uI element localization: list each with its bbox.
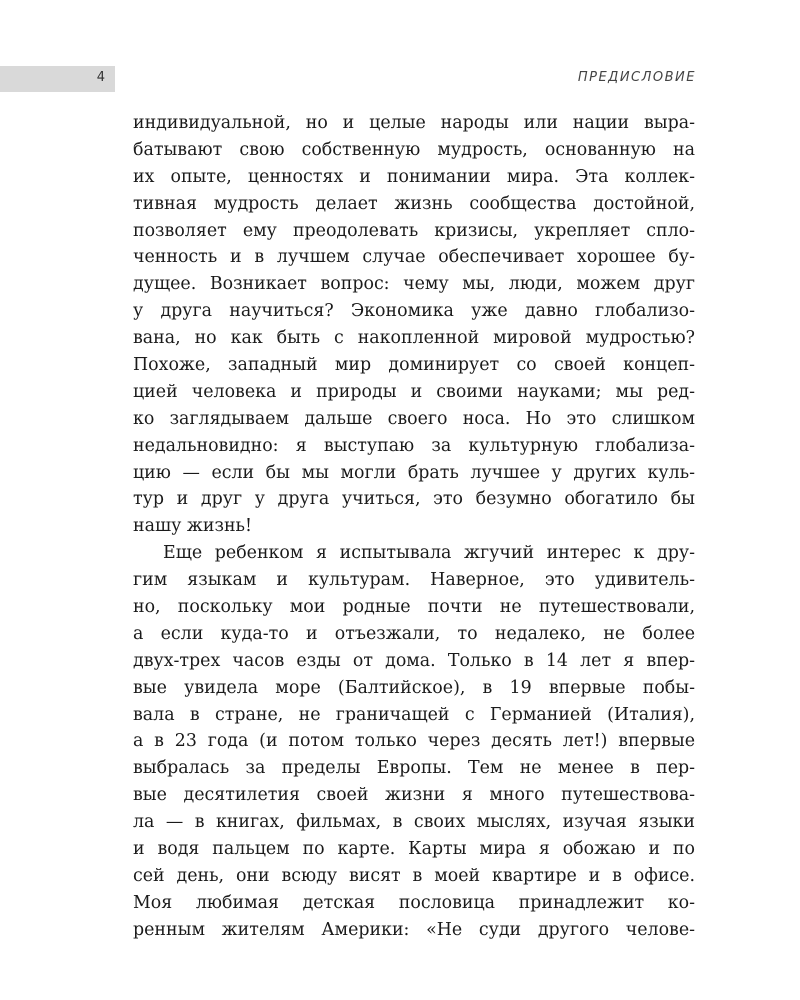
text-line: дущее. Возникает вопрос: чему мы, люди, можем друг — [133, 274, 695, 295]
text-line: нашу жизнь! — [133, 516, 253, 537]
text-line: цию — если бы мы могли брать лучшее у других куль- — [133, 462, 695, 483]
page-number: 4 — [96, 70, 105, 85]
text-line: их опыте, ценностях и понимании мира. Эта коллек- — [133, 166, 695, 187]
text-line: вые увидела море (Балтийское), в 19 впервые побы- — [133, 677, 695, 698]
body-text — [133, 110, 695, 944]
text-line: недальновидно: я выступаю за культурную глобализа- — [133, 435, 695, 456]
text-line: а в 23 года (и потом только через десять лет!) впервые — [133, 731, 695, 752]
text-line: тивная мудрость делает жизнь сообщества достойной, — [133, 193, 695, 214]
text-line: Еще ребенком я испытывала жгучий интерес к дру- — [163, 543, 695, 564]
text-line: вана, но как быть с накопленной мировой мудростью? — [133, 328, 695, 349]
text-line: вые десятилетия своей жизни я много путешествова- — [133, 785, 695, 806]
text-line: двух-трех часов езды от дома. Только в 14 лет я впер- — [133, 650, 695, 671]
text-line: цией человека и природы и своими науками; мы ред- — [133, 381, 695, 402]
text-line: сей день, они всюду висят в моей квартире и в офисе. — [133, 865, 695, 886]
text-line: вала в стране, не граничащей с Германией (Италия), — [133, 704, 695, 725]
text-line: ренным жителям Америки: «Не суди другого челове- — [133, 919, 695, 940]
text-line: и водя пальцем по карте. Карты мира я обожаю и по — [133, 839, 695, 860]
text-line: тур и друг у друга учиться, это безумно обогатило бы — [133, 489, 695, 510]
text-line: Моя любимая детская пословица принадлежит ко- — [133, 892, 695, 913]
text-line: ченность и в лучшем случае обеспечивает хорошее бу- — [133, 247, 695, 268]
text-line: а если куда-то и отъезжали, то недалеко, не более — [133, 623, 695, 644]
paragraph-2 — [133, 540, 695, 943]
text-line: позволяет ему преодолевать кризисы, укрепляет спло- — [133, 220, 695, 241]
page-number-tab — [0, 66, 115, 92]
text-line: индивидуальной, но и целые народы или нации выра- — [133, 113, 695, 133]
text-line: выбралась за пределы Европы. Тем не менее в пер- — [133, 758, 695, 779]
text-line: батывают свою собственную мудрость, основанную на — [133, 139, 695, 160]
text-line: гим языкам и культурам. Наверное, это удивитель- — [133, 570, 695, 591]
paragraph-1 — [133, 110, 695, 540]
text-line: Похоже, западный мир доминирует со своей концеп- — [133, 355, 695, 376]
running-head: ПРЕДИСЛОВИЕ — [577, 70, 696, 85]
text-line: ла — в книгах, фильмах, в своих мыслях, изучая языки — [133, 812, 695, 833]
text-line: у друга научиться? Экономика уже давно глобализо- — [133, 301, 695, 322]
text-line: но, поскольку мои родные почти не путешествовали, — [133, 597, 695, 618]
text-line: ко заглядываем дальше своего носа. Но это слишком — [133, 408, 695, 429]
